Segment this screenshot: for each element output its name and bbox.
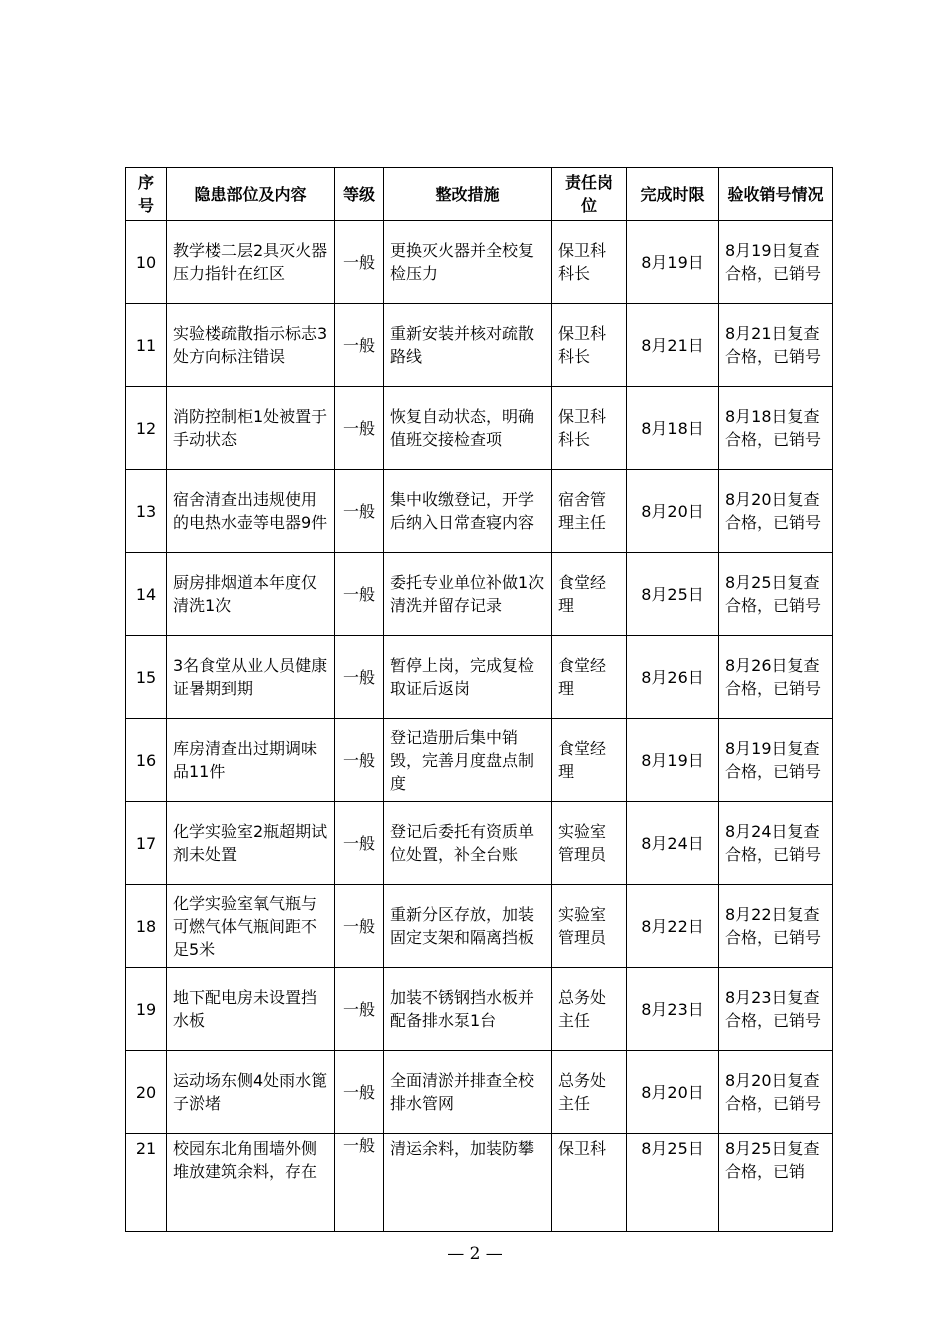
table-header-row <box>126 168 833 221</box>
table-row <box>126 470 833 553</box>
deadline-cell: 8月26日 <box>627 636 719 719</box>
acceptance-status-cell: 8月24日复查合格，已销号 <box>719 802 833 885</box>
rectification-measure-cell: 重新分区存放，加装固定支架和隔离挡板 <box>384 885 552 968</box>
table-row <box>126 968 833 1051</box>
hazard-content-cell: 化学实验室2瓶超期试剂未处置 <box>167 802 335 885</box>
responsible-post-cell: 保卫科科长 <box>552 221 627 304</box>
hazard-level-cell: 一般 <box>335 304 384 387</box>
rectification-measure-cell: 登记造册后集中销毁，完善月度盘点制度 <box>384 719 552 802</box>
header-post: 责任岗位 <box>552 168 627 221</box>
rectification-measure-cell: 集中收缴登记，开学后纳入日常查寝内容 <box>384 470 552 553</box>
deadline-cell: 8月25日 <box>627 1134 719 1232</box>
acceptance-status-cell: 8月19日复查合格，已销号 <box>719 221 833 304</box>
acceptance-status-cell: 8月20日复查合格，已销号 <box>719 1051 833 1134</box>
hazard-content-cell: 教学楼二层2具灭火器压力指针在红区 <box>167 221 335 304</box>
rectification-measure-cell: 委托专业单位补做1次清洗并留存记录 <box>384 553 552 636</box>
hazard-content-cell: 校园东北角围墙外侧堆放建筑余料，存在 <box>167 1134 335 1232</box>
row-number-cell: 16 <box>126 719 167 802</box>
table-row <box>126 1134 833 1232</box>
row-number-cell: 15 <box>126 636 167 719</box>
header-level: 等级 <box>335 168 384 221</box>
hazard-level-cell: 一般 <box>335 719 384 802</box>
table-row <box>126 885 833 968</box>
hazard-content-cell: 厨房排烟道本年度仅清洗1次 <box>167 553 335 636</box>
hazard-content-cell: 库房清查出过期调味品11件 <box>167 719 335 802</box>
hazard-content-cell: 运动场东侧4处雨水篦子淤堵 <box>167 1051 335 1134</box>
responsible-post-cell: 食堂经理 <box>552 553 627 636</box>
hazard-level-cell: 一般 <box>335 885 384 968</box>
row-number-cell: 14 <box>126 553 167 636</box>
row-number-cell: 20 <box>126 1051 167 1134</box>
table-row <box>126 553 833 636</box>
table-row <box>126 1051 833 1134</box>
deadline-cell: 8月22日 <box>627 885 719 968</box>
acceptance-status-cell: 8月25日复查合格，已销号 <box>719 553 833 636</box>
row-number-cell: 18 <box>126 885 167 968</box>
deadline-cell: 8月20日 <box>627 1051 719 1134</box>
hazard-rectification-table <box>125 167 833 1232</box>
hazard-content-cell: 实验楼疏散指示标志3处方向标注错误 <box>167 304 335 387</box>
responsible-post-cell: 实验室管理员 <box>552 802 627 885</box>
rectification-measure-cell: 暂停上岗，完成复检取证后返岗 <box>384 636 552 719</box>
hazard-level-cell: 一般 <box>335 636 384 719</box>
deadline-cell: 8月19日 <box>627 719 719 802</box>
table-row <box>126 304 833 387</box>
rectification-measure-cell: 恢复自动状态，明确值班交接检查项 <box>384 387 552 470</box>
table-row <box>126 387 833 470</box>
header-acceptance: 验收销号情况 <box>719 168 833 221</box>
hazard-level-cell: 一般 <box>335 387 384 470</box>
hazard-content-cell: 化学实验室氧气瓶与可燃气体气瓶间距不足5米 <box>167 885 335 968</box>
rectification-measure-cell: 清运余料，加装防攀 <box>384 1134 552 1232</box>
row-number-cell: 13 <box>126 470 167 553</box>
hazard-level-cell: 一般 <box>335 1051 384 1134</box>
hazard-content-cell: 地下配电房未设置挡水板 <box>167 968 335 1051</box>
header-measure: 整改措施 <box>384 168 552 221</box>
hazard-content-cell: 宿舍清查出违规使用的电热水壶等电器9件 <box>167 470 335 553</box>
responsible-post-cell: 保卫科科长 <box>552 304 627 387</box>
row-number-cell: 10 <box>126 221 167 304</box>
hazard-content-cell: 消防控制柜1处被置于手动状态 <box>167 387 335 470</box>
header-deadline: 完成时限 <box>627 168 719 221</box>
rectification-measure-cell: 更换灭火器并全校复检压力 <box>384 221 552 304</box>
acceptance-status-cell: 8月22日复查合格，已销号 <box>719 885 833 968</box>
rectification-measure-cell: 加装不锈钢挡水板并配备排水泵1台 <box>384 968 552 1051</box>
page-number: — 2 — <box>447 1244 503 1264</box>
table-row <box>126 802 833 885</box>
row-number-cell: 12 <box>126 387 167 470</box>
hazard-level-cell: 一般 <box>335 553 384 636</box>
row-number-cell: 19 <box>126 968 167 1051</box>
responsible-post-cell: 保卫科 <box>552 1134 627 1232</box>
table-row <box>126 636 833 719</box>
acceptance-status-cell: 8月23日复查合格，已销号 <box>719 968 833 1051</box>
acceptance-status-cell: 8月19日复查合格，已销号 <box>719 719 833 802</box>
acceptance-status-cell: 8月20日复查合格，已销号 <box>719 470 833 553</box>
row-number-cell: 17 <box>126 802 167 885</box>
header-content: 隐患部位及内容 <box>167 168 335 221</box>
hazard-level-cell: 一般 <box>335 1134 384 1232</box>
rectification-measure-cell: 全面清淤并排查全校排水管网 <box>384 1051 552 1134</box>
hazard-level-cell: 一般 <box>335 221 384 304</box>
row-number-cell: 11 <box>126 304 167 387</box>
responsible-post-cell: 宿舍管理主任 <box>552 470 627 553</box>
hazard-level-cell: 一般 <box>335 470 384 553</box>
responsible-post-cell: 实验室管理员 <box>552 885 627 968</box>
responsible-post-cell: 食堂经理 <box>552 719 627 802</box>
hazard-content-cell: 3名食堂从业人员健康证暑期到期 <box>167 636 335 719</box>
table-row <box>126 719 833 802</box>
hazard-level-cell: 一般 <box>335 802 384 885</box>
acceptance-status-cell: 8月18日复查合格，已销号 <box>719 387 833 470</box>
deadline-cell: 8月24日 <box>627 802 719 885</box>
responsible-post-cell: 保卫科科长 <box>552 387 627 470</box>
deadline-cell: 8月19日 <box>627 221 719 304</box>
rectification-measure-cell: 登记后委托有资质单位处置，补全台账 <box>384 802 552 885</box>
rectification-measure-cell: 重新安装并核对疏散路线 <box>384 304 552 387</box>
hazard-level-cell: 一般 <box>335 968 384 1051</box>
responsible-post-cell: 总务处主任 <box>552 1051 627 1134</box>
deadline-cell: 8月21日 <box>627 304 719 387</box>
deadline-cell: 8月18日 <box>627 387 719 470</box>
table-row <box>126 221 833 304</box>
row-number-cell: 21 <box>126 1134 167 1232</box>
header-no: 序号 <box>126 168 167 221</box>
deadline-cell: 8月25日 <box>627 553 719 636</box>
acceptance-status-cell: 8月26日复查合格，已销号 <box>719 636 833 719</box>
responsible-post-cell: 食堂经理 <box>552 636 627 719</box>
acceptance-status-cell: 8月25日复查合格，已销 <box>719 1134 833 1232</box>
deadline-cell: 8月20日 <box>627 470 719 553</box>
deadline-cell: 8月23日 <box>627 968 719 1051</box>
acceptance-status-cell: 8月21日复查合格，已销号 <box>719 304 833 387</box>
responsible-post-cell: 总务处主任 <box>552 968 627 1051</box>
